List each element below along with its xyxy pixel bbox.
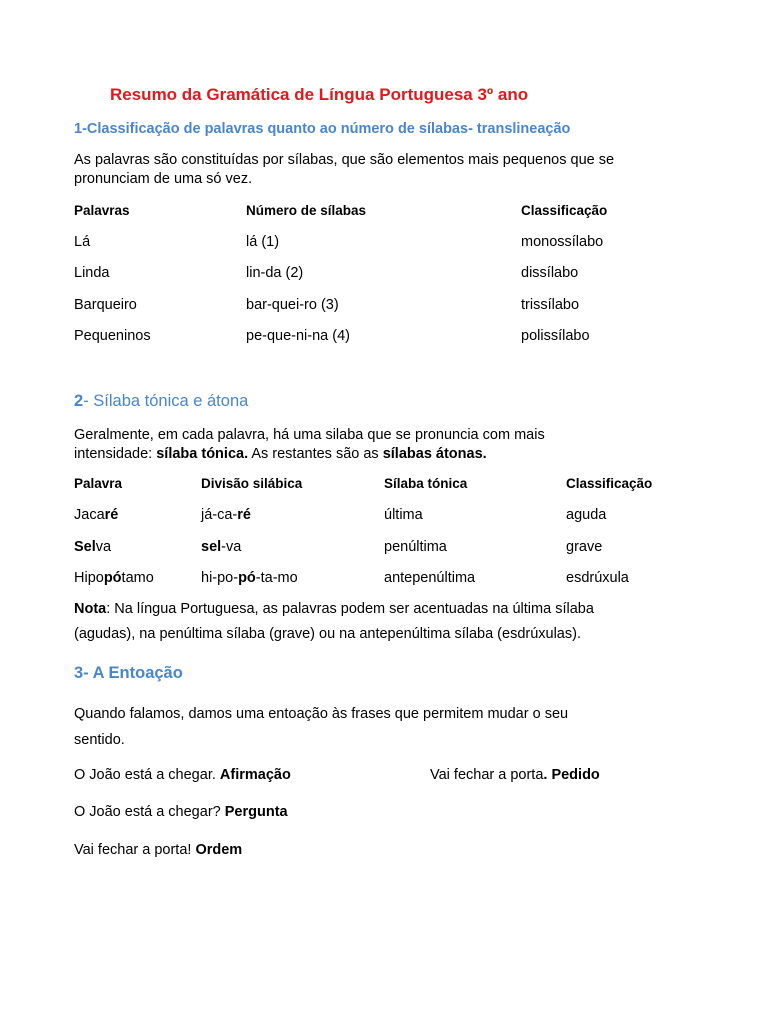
division-tonic-part: ré — [237, 507, 251, 523]
word-tonic-part: Sel — [74, 539, 96, 555]
intro-text: As restantes são as — [248, 446, 383, 462]
example-question — [74, 804, 288, 820]
word-part: Hipo — [74, 570, 104, 586]
table1-cell-classification: monossílabo — [521, 234, 604, 250]
table2-header-division: Divisão silábica — [201, 476, 303, 491]
intro-bold-tonic: sílaba tónica. — [156, 446, 249, 462]
section1-intro-line1: As palavras são constituídas por sílabas, que são elementos mais pequenos que se — [74, 152, 615, 168]
table1-cell-classification: trissílabo — [521, 297, 580, 313]
table2-cell-classification: esdrúxula — [566, 570, 629, 586]
table1-cell-division: pe-que-ni-na (4) — [246, 328, 350, 344]
division-part: hi-po- — [201, 570, 239, 586]
word-part: Jaca — [74, 507, 105, 523]
table2-cell-word — [74, 507, 118, 523]
section3-intro-line1: Quando falamos, damos uma entoação às frases que permitem mudar o seu — [74, 706, 569, 722]
word-part: tamo — [121, 570, 154, 586]
section2-heading-text: - Sílaba tónica e átona — [83, 392, 249, 410]
word-tonic-part: pó — [103, 570, 122, 586]
table1-cell-division: lin-da (2) — [246, 265, 304, 281]
division-tonic-part: sel — [201, 539, 222, 555]
table2-cell-classification: grave — [566, 539, 603, 555]
table1-cell-division: bar-quei-ro (3) — [246, 297, 339, 313]
division-tonic-part: pó — [238, 570, 256, 586]
table1-cell-classification: polissílabo — [521, 328, 590, 344]
table1-header-classification: Classificação — [521, 203, 608, 218]
table1-cell-word: Pequeninos — [74, 328, 151, 344]
table2-header-word: Palavra — [74, 476, 123, 491]
example-order — [74, 842, 242, 858]
table1-cell-division: lá (1) — [246, 234, 280, 250]
example-type: . Pedido — [543, 767, 600, 783]
note-label: Nota — [74, 601, 107, 617]
section2-intro-line1: Geralmente, em cada palavra, há uma silaba que se pronuncia com mais — [74, 427, 545, 443]
section1-intro-line2: pronunciam de uma só vez. — [74, 171, 253, 187]
table2-cell-tonic: penúltima — [384, 539, 447, 555]
section2-heading — [74, 392, 248, 411]
table2-cell-tonic: antepenúltima — [384, 570, 476, 586]
example-text: Vai fechar a porta! — [74, 842, 196, 858]
section3-intro-line2: sentido. — [74, 732, 125, 748]
table1-header-words: Palavras — [74, 203, 130, 218]
table2-header-classification: Classificação — [566, 476, 653, 491]
note-text: : Na língua Portuguesa, as palavras podem ser acentuadas na última sílaba — [106, 601, 594, 617]
table2-cell-division — [201, 570, 298, 586]
table1-cell-word: Linda — [74, 265, 110, 281]
section2-heading-number: 2 — [74, 392, 84, 410]
division-part: -ta-mo — [255, 570, 298, 586]
table2-cell-classification: aguda — [566, 507, 607, 523]
example-type: Afirmação — [219, 767, 291, 783]
intro-text: intensidade: — [74, 446, 157, 462]
note-line2: (agudas), na penúltima sílaba (grave) ou na antepenúltima sílaba (esdrúxulas). — [74, 626, 581, 642]
example-request — [430, 767, 600, 783]
table2-cell-tonic: última — [384, 507, 423, 523]
intro-bold-atonic: sílabas átonas. — [382, 446, 487, 462]
example-type: Pergunta — [224, 804, 288, 820]
example-affirmation — [74, 767, 291, 783]
table2-header-tonic: Sílaba tónica — [384, 476, 468, 491]
table1-cell-classification: dissílabo — [521, 265, 579, 281]
document-title: Resumo da Gramática de Língua Portuguesa 3º ano — [110, 85, 529, 104]
table2-cell-word — [74, 539, 111, 555]
table1-cell-word: Lá — [74, 234, 91, 250]
division-part: -va — [221, 539, 242, 555]
example-text: Vai fechar a porta — [430, 767, 544, 783]
table1-header-syllables: Número de sílabas — [246, 203, 367, 218]
example-text: O João está a chegar. — [74, 767, 220, 783]
word-tonic-part: ré — [104, 507, 119, 523]
example-text: O João está a chegar? — [74, 804, 225, 820]
table2-cell-word — [74, 570, 154, 586]
example-type: Ordem — [195, 842, 243, 858]
table1-cell-word: Barqueiro — [74, 297, 137, 313]
table2-cell-division — [201, 539, 241, 555]
note-line1 — [74, 597, 594, 622]
table2-cell-division — [201, 507, 251, 523]
section2-intro-line2 — [74, 445, 487, 464]
word-part: va — [95, 539, 112, 555]
section1-heading: 1-Classificação de palavras quanto ao número de sílabas- translineação — [74, 121, 571, 137]
section3-heading: 3- A Entoação — [74, 664, 183, 682]
division-part: já-ca- — [201, 507, 238, 523]
